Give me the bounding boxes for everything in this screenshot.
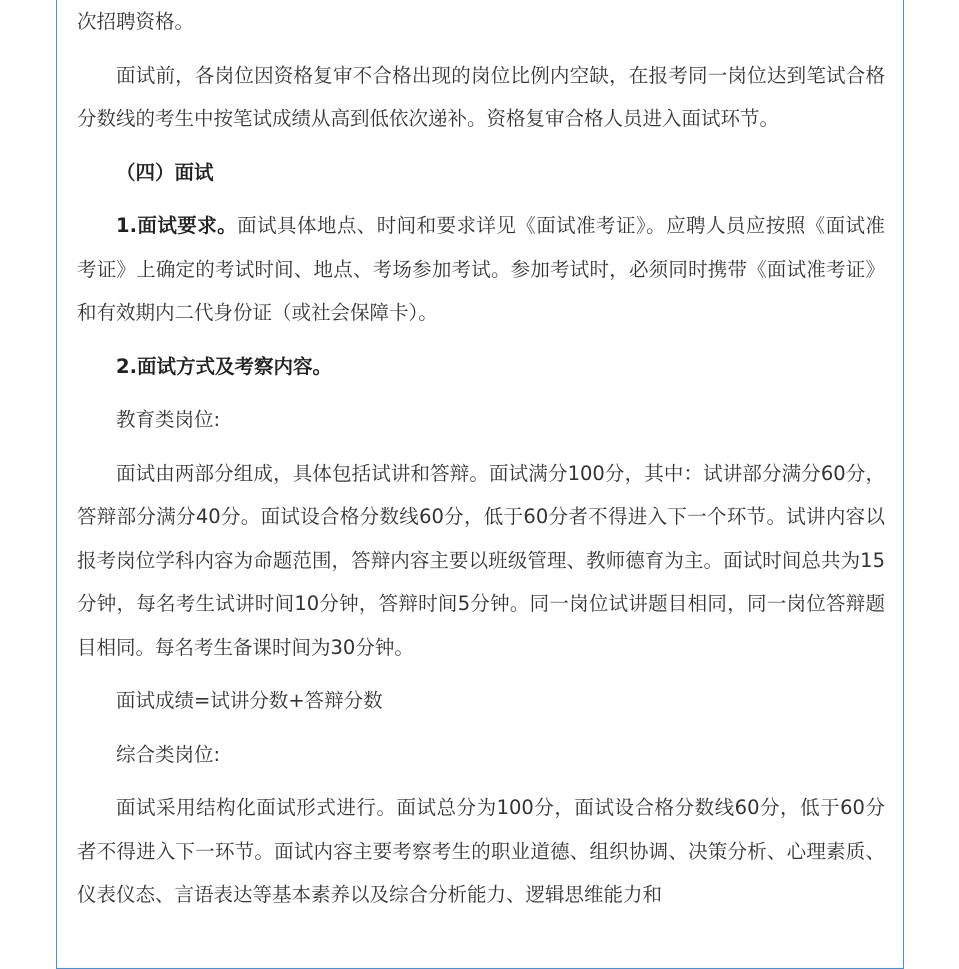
paragraph-general-body: 面试采用结构化面试形式进行。面试总分为100分，面试设合格分数线60分，低于60分者不得进入下一环节。面试内容主要考察考生的职业道德、组织协调、决策分析、心理素质、仪表仪态、言语表达等基本素养以及综合分析能力、逻辑思维能力和 [77, 796, 885, 906]
education-label: 教育类岗位: [116, 408, 221, 431]
article-content [77, 0, 885, 917]
paragraph-continued: 次招聘资格。 [77, 10, 195, 33]
general-label: 综合类岗位: [116, 742, 221, 766]
education-score-formula: 面试成绩=试讲分数+答辩分数 [116, 689, 383, 712]
paragraph-vacancy: 面试前，各岗位因资格复审不合格出现的岗位比例内空缺，在报考同一岗位达到笔试合格分数线的考生中按笔试成绩从高到低依次递补。资格复审合格人员进入面试环节。 [77, 63, 885, 130]
paragraph-interview-requirements [77, 204, 885, 335]
item1-body: 面试具体地点、时间和要求详见《面试准考证》。应聘人员应按照《面试准考证》上确定的考试时间、地点、考场参加考试。参加考试时，必须同时携带《面试准考证》和有效期内二代身份证（或社会保障卡）。 [77, 214, 885, 324]
article-frame [56, 0, 904, 969]
item1-title: 1.面试要求。 [116, 214, 238, 237]
item2-title: 2.面试方式及考察内容。 [116, 354, 332, 378]
paragraph-education-body: 面试由两部分组成，具体包括试讲和答辩。面试满分100分，其中：试讲部分满分60分，答辩部分满分40分。面试设合格分数线60分，低于60分者不得进入下一个环节。试讲内容以报考岗位学科内容为命题范围，答辩内容主要以班级管理、教师德育为主。面试时间总共为15分钟，每名考生试讲时间10分钟，答辩时间5分钟。同一岗位试讲题目相同，同一岗位答辩题目相同。每名考生备课时间为30分钟。 [77, 461, 885, 659]
section-heading-interview: （四）面试 [116, 160, 214, 184]
